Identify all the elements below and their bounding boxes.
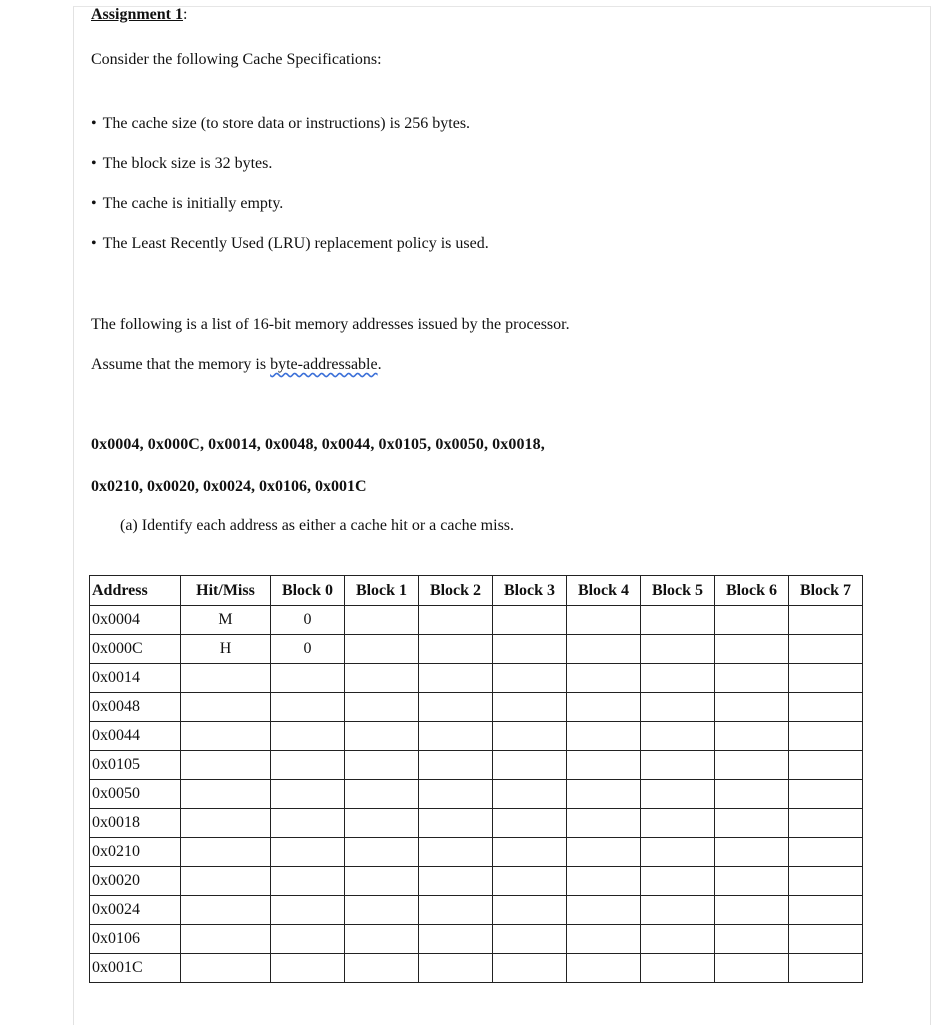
block-1-cell — [345, 954, 419, 983]
block-4-cell — [567, 925, 641, 954]
header-block-7: Block 7 — [789, 576, 863, 606]
table-row — [90, 867, 863, 896]
block-5-cell — [641, 925, 715, 954]
header-block-4: Block 4 — [567, 576, 641, 606]
header-block-0: Block 0 — [271, 576, 345, 606]
table-row — [90, 751, 863, 780]
block-7-cell — [789, 664, 863, 693]
address-cell: 0x000C — [90, 635, 181, 664]
block-2-cell — [419, 954, 493, 983]
block-2-cell — [419, 809, 493, 838]
header-block-3: Block 3 — [493, 576, 567, 606]
block-0-cell — [271, 838, 345, 867]
header-address: Address — [90, 576, 181, 606]
block-4-cell — [567, 809, 641, 838]
hit-miss-cell — [181, 693, 271, 722]
block-0-cell: 0 — [271, 635, 345, 664]
block-5-cell — [641, 780, 715, 809]
address-cell: 0x0050 — [90, 780, 181, 809]
block-2-cell — [419, 722, 493, 751]
hit-miss-cell: H — [181, 635, 271, 664]
block-2-cell — [419, 780, 493, 809]
block-5-cell — [641, 693, 715, 722]
block-1-cell — [345, 635, 419, 664]
block-4-cell — [567, 751, 641, 780]
hit-miss-cell — [181, 751, 271, 780]
block-6-cell — [715, 664, 789, 693]
block-1-cell — [345, 780, 419, 809]
address-cell: 0x0024 — [90, 896, 181, 925]
block-1-cell — [345, 664, 419, 693]
address-cell: 0x0048 — [90, 693, 181, 722]
address-cell: 0x0044 — [90, 722, 181, 751]
hit-miss-cell — [181, 867, 271, 896]
block-3-cell — [493, 693, 567, 722]
block-4-cell — [567, 606, 641, 635]
hit-miss-cell — [181, 838, 271, 867]
spec-item: • The cache is initially empty. — [91, 194, 489, 234]
block-2-cell — [419, 838, 493, 867]
hit-miss-cell — [181, 722, 271, 751]
block-6-cell — [715, 635, 789, 664]
table-row — [90, 780, 863, 809]
block-7-cell — [789, 867, 863, 896]
question-a: (a) Identify each address as either a cache hit or a cache miss. — [120, 517, 515, 534]
block-7-cell — [789, 635, 863, 664]
spec-list — [91, 114, 489, 274]
address-cell: 0x0004 — [90, 606, 181, 635]
block-4-cell — [567, 867, 641, 896]
block-7-cell — [789, 954, 863, 983]
block-1-cell — [345, 722, 419, 751]
block-2-cell — [419, 693, 493, 722]
block-1-cell — [345, 867, 419, 896]
block-4-cell — [567, 664, 641, 693]
block-3-cell — [493, 838, 567, 867]
hit-miss-cell — [181, 664, 271, 693]
block-3-cell — [493, 867, 567, 896]
address-sequence-line-1: 0x0004, 0x000C, 0x0014, 0x0048, 0x0044, 0x0105, 0x0050, 0x0018, — [91, 436, 545, 453]
block-0-cell — [271, 722, 345, 751]
block-5-cell — [641, 896, 715, 925]
assignment-title-colon: : — [183, 6, 188, 23]
block-0-cell — [271, 954, 345, 983]
block-5-cell — [641, 867, 715, 896]
hit-miss-cell — [181, 925, 271, 954]
block-1-cell — [345, 896, 419, 925]
assignment-title — [91, 6, 187, 24]
table-row — [90, 693, 863, 722]
block-6-cell — [715, 838, 789, 867]
table-row — [90, 809, 863, 838]
table-row — [90, 896, 863, 925]
block-4-cell — [567, 780, 641, 809]
block-2-cell — [419, 664, 493, 693]
block-6-cell — [715, 606, 789, 635]
table-row — [90, 925, 863, 954]
block-7-cell — [789, 838, 863, 867]
block-0-cell: 0 — [271, 606, 345, 635]
block-0-cell — [271, 693, 345, 722]
header-block-6: Block 6 — [715, 576, 789, 606]
block-6-cell — [715, 954, 789, 983]
address-cell: 0x0210 — [90, 838, 181, 867]
block-1-cell — [345, 693, 419, 722]
block-5-cell — [641, 809, 715, 838]
block-0-cell — [271, 780, 345, 809]
block-2-cell — [419, 606, 493, 635]
block-2-cell — [419, 925, 493, 954]
table-row — [90, 722, 863, 751]
address-list-intro: The following is a list of 16-bit memory addresses issued by the processor. — [91, 316, 570, 333]
block-1-cell — [345, 838, 419, 867]
block-4-cell — [567, 838, 641, 867]
table-row — [90, 954, 863, 983]
block-3-cell — [493, 664, 567, 693]
block-5-cell — [641, 664, 715, 693]
block-3-cell — [493, 925, 567, 954]
block-5-cell — [641, 606, 715, 635]
block-3-cell — [493, 954, 567, 983]
assignment-title-text: Assignment 1 — [91, 6, 184, 23]
spec-item: • The block size is 32 bytes. — [91, 154, 489, 194]
assumption-suffix: . — [377, 356, 382, 373]
block-3-cell — [493, 809, 567, 838]
block-6-cell — [715, 925, 789, 954]
block-6-cell — [715, 722, 789, 751]
table-row — [90, 635, 863, 664]
block-7-cell — [789, 809, 863, 838]
header-block-5: Block 5 — [641, 576, 715, 606]
block-4-cell — [567, 722, 641, 751]
table-row — [90, 838, 863, 867]
block-5-cell — [641, 722, 715, 751]
cache-table-body — [90, 606, 863, 983]
hit-miss-cell — [181, 809, 271, 838]
block-6-cell — [715, 896, 789, 925]
block-4-cell — [567, 954, 641, 983]
block-5-cell — [641, 954, 715, 983]
address-cell: 0x0020 — [90, 867, 181, 896]
block-0-cell — [271, 925, 345, 954]
block-3-cell — [493, 751, 567, 780]
assumption-prefix: Assume that the memory is — [91, 356, 271, 373]
block-0-cell — [271, 867, 345, 896]
block-1-cell — [345, 606, 419, 635]
cache-table — [89, 575, 863, 983]
header-block-2: Block 2 — [419, 576, 493, 606]
block-2-cell — [419, 751, 493, 780]
assumption-text — [91, 356, 382, 374]
block-5-cell — [641, 838, 715, 867]
block-0-cell — [271, 896, 345, 925]
block-7-cell — [789, 606, 863, 635]
table-row — [90, 606, 863, 635]
spec-item: • The Least Recently Used (LRU) replacement policy is used. — [91, 234, 489, 274]
intro-text: Consider the following Cache Specifications: — [91, 51, 382, 68]
hit-miss-cell — [181, 954, 271, 983]
address-cell: 0x0018 — [90, 809, 181, 838]
address-cell: 0x001C — [90, 954, 181, 983]
block-6-cell — [715, 751, 789, 780]
block-4-cell — [567, 635, 641, 664]
block-6-cell — [715, 867, 789, 896]
block-6-cell — [715, 780, 789, 809]
block-3-cell — [493, 896, 567, 925]
block-7-cell — [789, 780, 863, 809]
header-block-1: Block 1 — [345, 576, 419, 606]
block-7-cell — [789, 896, 863, 925]
table-row — [90, 664, 863, 693]
block-3-cell — [493, 722, 567, 751]
header-hit-miss: Hit/Miss — [181, 576, 271, 606]
block-5-cell — [641, 751, 715, 780]
block-3-cell — [493, 780, 567, 809]
block-0-cell — [271, 809, 345, 838]
spec-item: • The cache size (to store data or instructions) is 256 bytes. — [91, 114, 489, 154]
block-7-cell — [789, 722, 863, 751]
block-1-cell — [345, 925, 419, 954]
address-cell: 0x0105 — [90, 751, 181, 780]
hit-miss-cell: M — [181, 606, 271, 635]
hit-miss-cell — [181, 896, 271, 925]
block-4-cell — [567, 693, 641, 722]
block-2-cell — [419, 635, 493, 664]
block-1-cell — [345, 809, 419, 838]
block-2-cell — [419, 896, 493, 925]
block-1-cell — [345, 751, 419, 780]
block-0-cell — [271, 664, 345, 693]
table-header-row — [90, 576, 863, 606]
block-3-cell — [493, 606, 567, 635]
block-0-cell — [271, 751, 345, 780]
address-cell: 0x0014 — [90, 664, 181, 693]
block-7-cell — [789, 925, 863, 954]
address-sequence-line-2: 0x0210, 0x0020, 0x0024, 0x0106, 0x001C — [91, 478, 367, 495]
block-3-cell — [493, 635, 567, 664]
block-7-cell — [789, 751, 863, 780]
block-7-cell — [789, 693, 863, 722]
block-5-cell — [641, 635, 715, 664]
block-6-cell — [715, 693, 789, 722]
block-2-cell — [419, 867, 493, 896]
block-4-cell — [567, 896, 641, 925]
hit-miss-cell — [181, 780, 271, 809]
block-6-cell — [715, 809, 789, 838]
address-cell: 0x0106 — [90, 925, 181, 954]
assumption-term: byte-addressable — [270, 356, 378, 373]
